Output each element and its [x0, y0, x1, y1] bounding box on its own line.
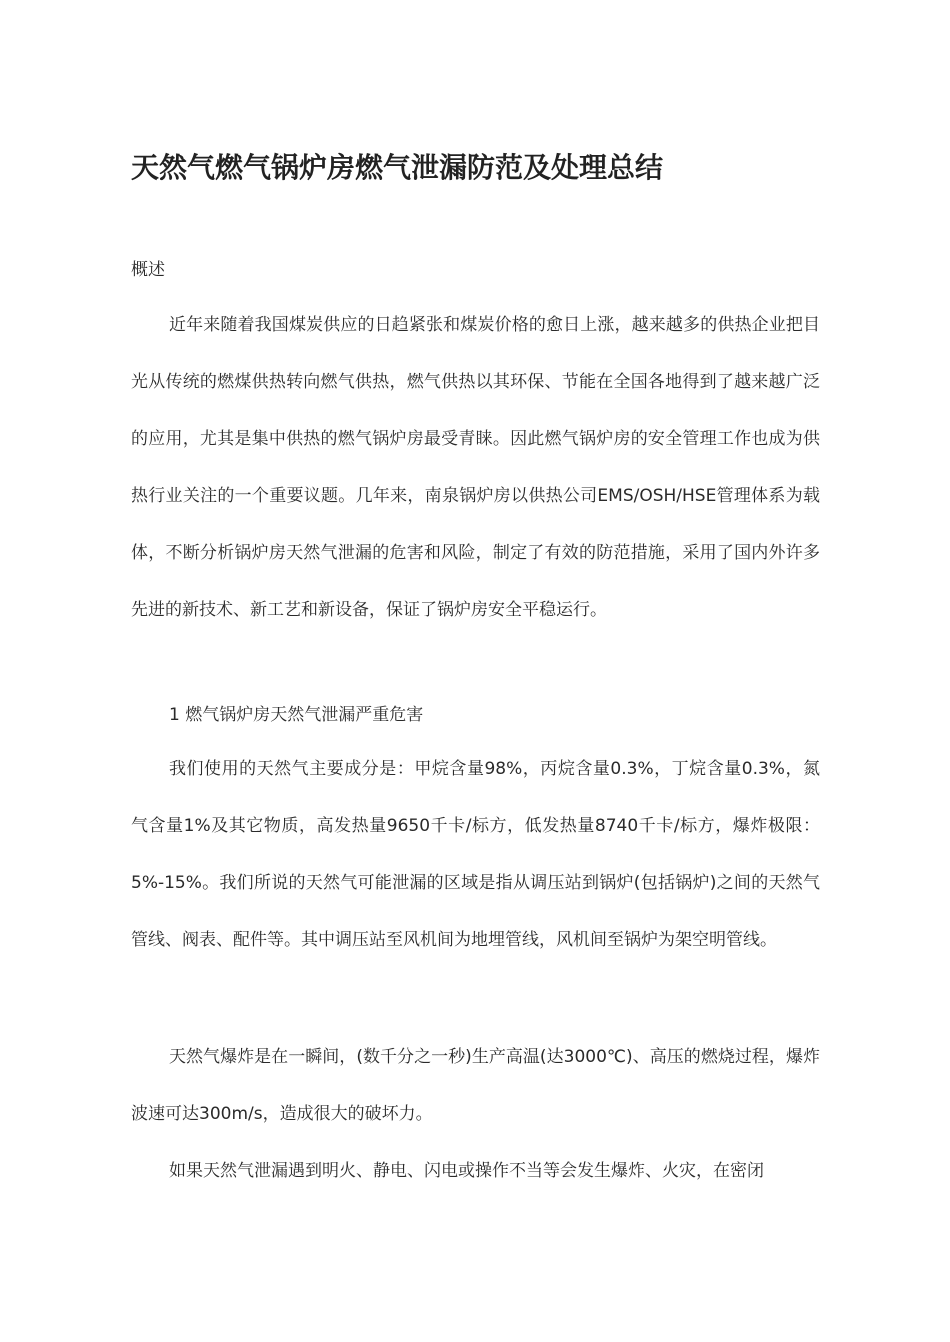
paragraph-explosion: 天然气爆炸是在一瞬间，(数千分之一秒)生产高温(达3000℃)、高压的燃烧过程，爆炸波速可达300m/s，造成很大的破坏力。: [131, 1047, 820, 1124]
paragraph-gas-composition: 我们使用的天然气主要成分是：甲烷含量98%，丙烷含量0.3%，丁烷含量0.3%，氮气含量1%及其它物质，高发热量9650千卡/标方，低发热量8740千卡/标方，爆炸极限：5%-15%。我们所说的天然气可能泄漏的区域是指从调压站到锅炉(包括锅炉)之间的天然气管线、阀表、配件等。其中调压站至风机间为地埋管线，风机间至锅炉为架空明管线。: [131, 759, 820, 950]
document-title: 天然气燃气锅炉房燃气泄漏防范及处理总结: [131, 151, 664, 184]
paragraph-leak-hazard: 如果天然气泄漏遇到明火、静电、闪电或操作不当等会发生爆炸、火灾，在密闭: [169, 1161, 764, 1181]
section-heading-1: 1 燃气锅炉房天然气泄漏严重危害: [169, 705, 424, 725]
paragraph-intro: 近年来随着我国煤炭供应的日趋紧张和煤炭价格的愈日上涨，越来越多的供热企业把目光从传统的燃煤供热转向燃气供热，燃气供热以其环保、节能在全国各地得到了越来越广泛的应用，尤其是集中供热的燃气锅炉房最受青睐。因此燃气锅炉房的安全管理工作也成为供热行业关注的一个重要议题。几年来，南泉锅炉房以供热公司EMS/OSH/HSE管理体系为载体，不断分析锅炉房天然气泄漏的危害和风险，制定了有效的防范措施，采用了国内外许多先进的新技术、新工艺和新设备，保证了锅炉房安全平稳运行。: [131, 315, 820, 620]
overview-label: 概述: [131, 260, 165, 280]
